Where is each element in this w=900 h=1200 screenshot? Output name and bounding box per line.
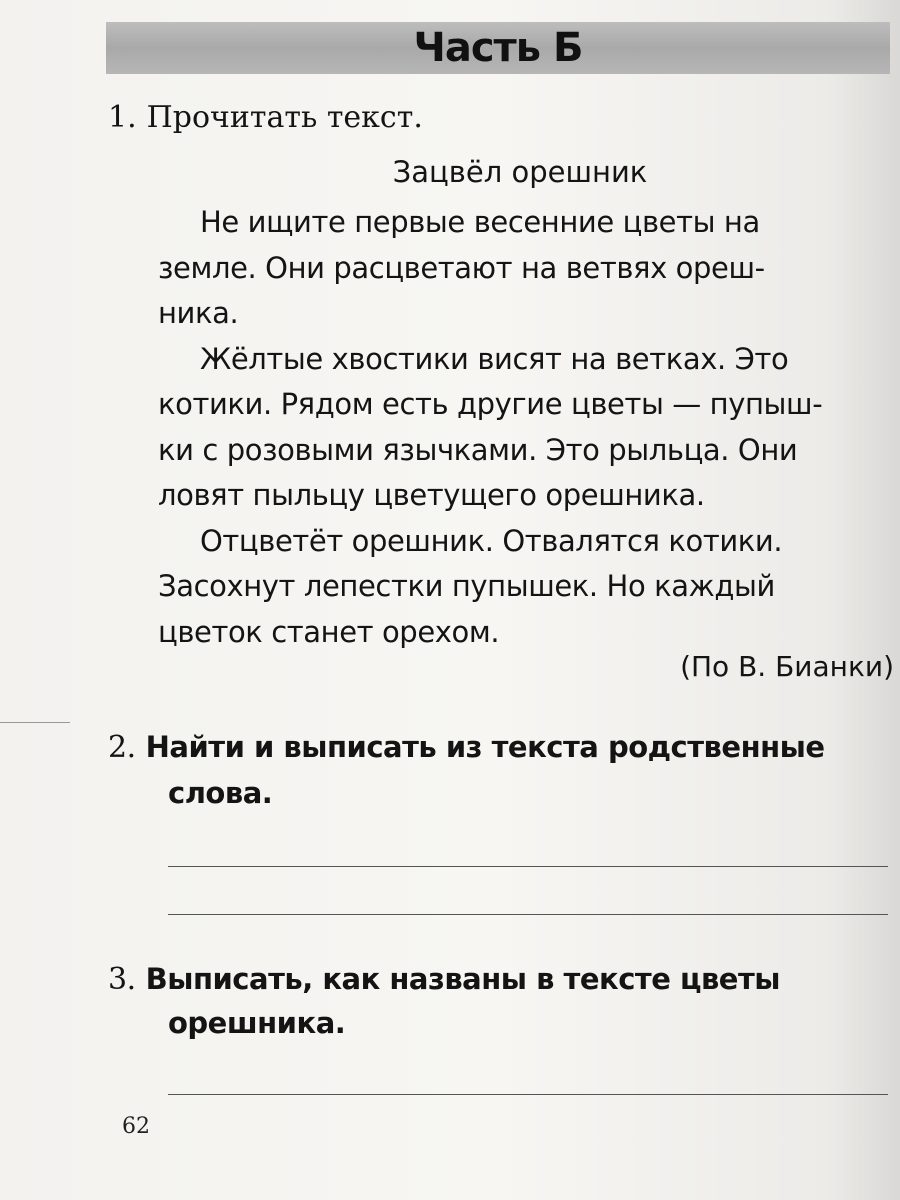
answer-line[interactable] (168, 914, 888, 915)
task-2 (108, 730, 825, 765)
story-line: цветок станет орехом. (158, 614, 500, 649)
story-line: ловят пыльцу цветущего орешника. (158, 478, 705, 512)
task-3-text-cont: орешника. (168, 1006, 346, 1040)
task-3-number: 3. (108, 962, 136, 997)
story-line: котики. Рядом есть другие цветы — пупыш- (158, 387, 823, 421)
task-3-text: Выписать, как названы в тексте цветы (145, 962, 781, 996)
answer-line[interactable] (168, 1094, 888, 1095)
task-2-number: 2. (108, 730, 136, 765)
story-text (158, 200, 898, 655)
task-1-text: Прочитать текст. (146, 100, 423, 135)
story-line: ника. (158, 296, 239, 330)
story-title: Зацвёл орешник (392, 155, 648, 189)
task-1 (108, 100, 423, 135)
section-title: Часть Б (413, 25, 583, 71)
task-2-text-cont: слова. (168, 776, 273, 810)
story-line: ки с розовыми язычками. Это рыльца. Они (158, 432, 798, 467)
page-number: 62 (122, 1114, 150, 1139)
answer-line[interactable] (168, 866, 888, 867)
section-header-bar (106, 22, 890, 74)
task-3 (108, 962, 780, 997)
story-line: Не ищите первые весенние цветы на (200, 205, 760, 239)
story-line: Отцветёт орешник. Отвалятся котики. (200, 523, 783, 558)
margin-tick (0, 722, 70, 723)
story-author: (По В. Бианки) (680, 650, 894, 683)
story-line: земле. Они расцветают на ветвях ореш- (158, 250, 765, 285)
task-1-number: 1. (108, 100, 137, 135)
story-line: Жёлтые хвостики висят на ветках. Это (200, 341, 789, 376)
task-2-text: Найти и выписать из текста родственные (145, 730, 825, 764)
story-line: Засохнут лепестки пупышек. Но каждый (158, 569, 775, 603)
